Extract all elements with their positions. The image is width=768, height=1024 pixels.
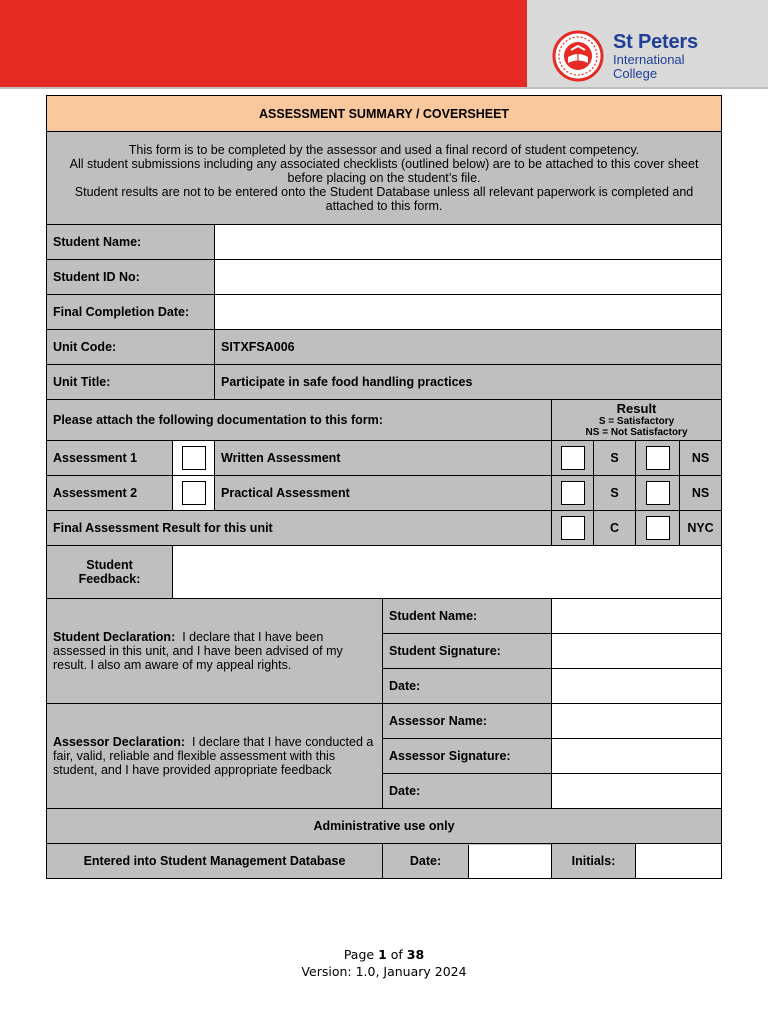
assessment-2-label: Assessment 2 [47,476,173,511]
student-date-label: Date: [383,669,552,704]
assessment-2-s-label: S [594,476,636,511]
completion-date-label: Final Completion Date: [47,295,215,330]
initials-field[interactable] [636,844,722,879]
assessor-declaration-text: I declare that I have conducted a fair, valid, reliable and flexible assessment with this student, and I have provided appropriate feedback [53,735,374,777]
student-name-field[interactable] [215,225,722,260]
instruction-line-1: This form is to be completed by the assessor and used a final record of student competency. [128,143,640,157]
result-legend [552,400,722,441]
assessment-1-type: Written Assessment [215,441,552,476]
assessment-2-type: Practical Assessment [215,476,552,511]
header-red-band [0,0,527,87]
decl-student-name-field[interactable] [552,599,722,634]
page-total: 38 [406,947,425,962]
assessment-row-1 [47,441,722,476]
assessment-1-ns-label: NS [680,441,722,476]
assessment-row-2 [47,476,722,511]
final-result-label: Final Assessment Result for this unit [47,511,552,546]
student-signature-label: Student Signature: [383,634,552,669]
assessment-2-attached-checkbox[interactable] [182,481,206,505]
assessor-signature-field[interactable] [552,739,722,774]
page-current: 1 [378,947,387,962]
assessment-2-attached-cell [173,476,215,511]
final-nyc-checkbox[interactable] [646,516,670,540]
assessment-1-ns-checkbox[interactable] [646,446,670,470]
student-declaration-title: Student Declaration: [53,630,176,644]
entered-database-label: Entered into Student Management Database [47,844,383,879]
assessor-name-field[interactable] [552,704,722,739]
unit-title-label: Unit Title: [47,365,215,400]
assessment-2-ns-label: NS [680,476,722,511]
assessor-name-label: Assessor Name: [383,704,552,739]
student-feedback-label: Student Feedback: [47,546,173,599]
instruction-line-2: All student submissions including any associated checklists (outlined below) are to be attached to this cover sheet before placing on the student’s file. [69,157,699,185]
unit-title-value: Participate in safe food handling practices [215,365,722,400]
version-text: Version: 1.0, January 2024 [301,964,467,979]
assessment-1-attached-cell [173,441,215,476]
logo-line-1: St Peters [613,31,698,53]
student-feedback-field[interactable] [173,546,722,599]
assessment-coversheet-form [46,95,722,879]
final-nyc-label: NYC [680,511,722,546]
admin-use-header: Administrative use only [47,809,722,844]
assessor-date-label: Date: [383,774,552,809]
result-title: Result [616,401,657,416]
assessor-declaration [47,704,383,809]
unit-code-label: Unit Code: [47,330,215,365]
final-c-cell [552,511,594,546]
unit-code-value: SITXFSA006 [215,330,722,365]
page-prefix: Page [343,947,379,962]
student-declaration-text: I declare that I have been assessed in this unit, and I have been advised of my result. I also am aware of my appeal rights. [53,630,343,672]
logo-line-2: International [613,52,685,67]
student-id-field[interactable] [215,260,722,295]
header-divider [0,87,768,89]
assessor-date-field[interactable] [552,774,722,809]
instruction-line-3: Student results are not to be entered onto the Student Database unless all relevant paperwork is completed and attached to this form. [74,185,694,213]
assessment-2-ns-cell [636,476,680,511]
assessment-2-s-cell [552,476,594,511]
assessment-1-s-label: S [594,441,636,476]
decl-student-name-label: Student Name: [383,599,552,634]
page-of: of [386,947,407,962]
admin-date-field[interactable] [469,845,551,878]
form-title: ASSESSMENT SUMMARY / COVERSHEET [47,96,722,132]
final-c-label: C [594,511,636,546]
assessment-1-ns-cell [636,441,680,476]
form-instructions [47,132,722,225]
assessment-1-label: Assessment 1 [47,441,173,476]
page-number [0,947,768,962]
completion-date-field[interactable] [215,295,722,330]
final-c-checkbox[interactable] [561,516,585,540]
college-logo-text [613,31,698,81]
final-nyc-cell [636,511,680,546]
assessment-1-s-cell [552,441,594,476]
assessment-2-ns-checkbox[interactable] [646,481,670,505]
result-legend-ns: NS = Not Satisfactory [585,427,688,438]
student-id-label: Student ID No: [47,260,215,295]
result-legend-s: S = Satisfactory [598,416,675,427]
assessment-1-s-checkbox[interactable] [561,446,585,470]
attach-docs-label: Please attach the following documentation to this form: [47,400,552,441]
assessment-2-s-checkbox[interactable] [561,481,585,505]
admin-date-label: Date: [383,845,469,878]
assessment-1-attached-checkbox[interactable] [182,446,206,470]
initials-label: Initials: [552,844,636,879]
student-name-label: Student Name: [47,225,215,260]
logo-line-3: College [613,66,658,81]
student-date-field[interactable] [552,669,722,704]
admin-date-cell [383,844,552,879]
final-result-row [47,511,722,546]
student-declaration [47,599,383,704]
assessor-declaration-title: Assessor Declaration: [53,735,186,749]
college-crest-icon [552,30,604,82]
student-signature-field[interactable] [552,634,722,669]
assessor-signature-label: Assessor Signature: [383,739,552,774]
